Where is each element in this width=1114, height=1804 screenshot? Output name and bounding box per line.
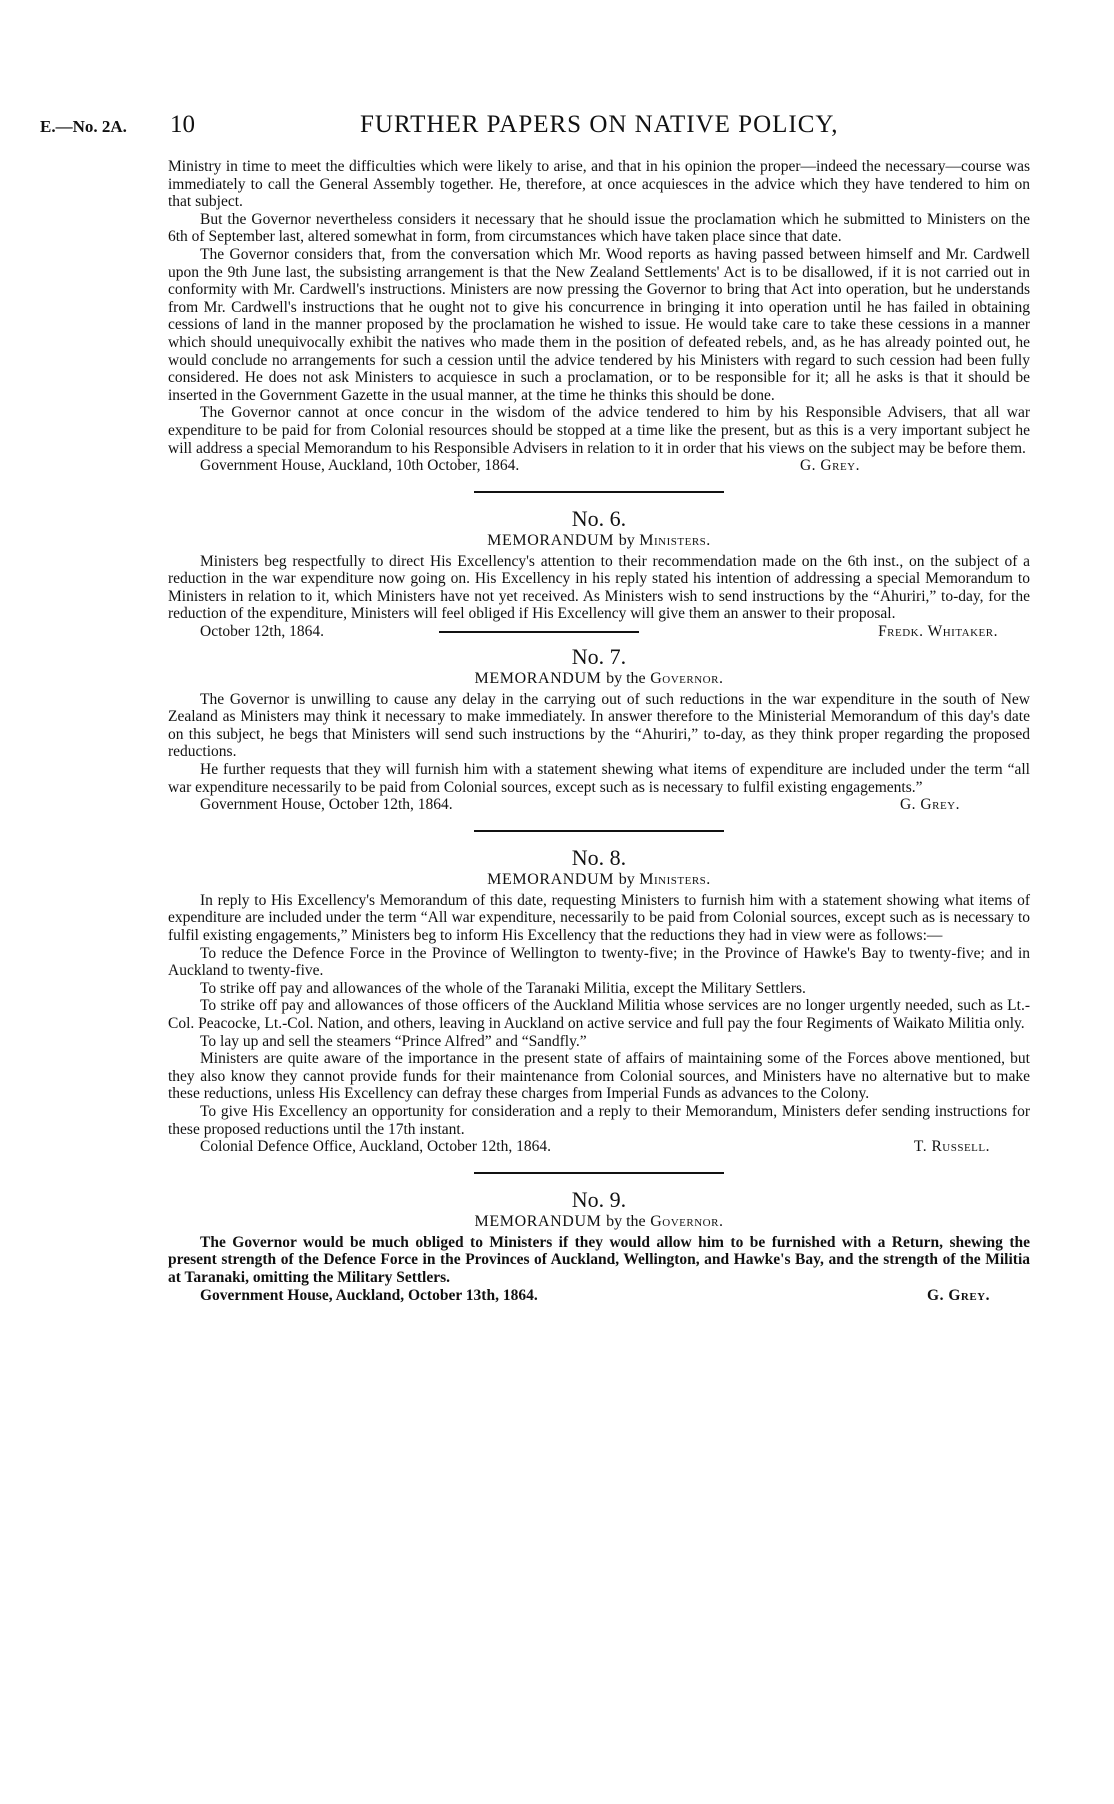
memo-continuation — [168, 158, 1030, 475]
memo-author: Ministers. — [639, 531, 711, 549]
memo-title — [168, 870, 1030, 890]
paragraph: The Governor considers that, from the conversation which Mr. Wood reports as having passed between himself and Mr. Cardwell upon the 9th June last, the subsisting arrangement is that the New Zealand Settlements' Act is to be disallowed, if it is not carried out in conformity with Mr. Cardwell's instructions. Ministers are now pressing the Governor to bring that Act into operation, but he understands from Mr. Cardwell's instructions that he ought not to give his concurrence in bringing it into operation until he has failed in obtaining cessions of land in the manner proposed by the proclamation he wished to issue. He would take care to take these cessions in a manner which should unequivocally exhibit the natives who made them in the position of defeated rebels, and, as he has already pointed out, he would conclude no arrangements for such a cession until the advice tendered by his Ministers with regard to such cession had been fully considered. He does not ask Ministers to acquiesce in such a proclamation, or to be responsible for it; all he asks is that it should be inserted in the Government Gazette in the usual manner, at the time he thinks this should be done. — [168, 245, 1030, 404]
memo-heading: MEMORANDUM — [487, 870, 615, 888]
paragraph: Ministry in time to meet the difficulties which were likely to arise, and that in his opinion the proper—indeed the necessary—course was immediately to call the General Assembly together. He, therefore, at once acquiesces in the advice which they have tendered to him on that subject. — [168, 158, 1030, 211]
section-divider — [474, 830, 724, 832]
signature-name: G. Grey. — [799, 457, 860, 475]
memo-by: by the — [606, 1212, 646, 1230]
memo-heading: MEMORANDUM — [474, 1212, 602, 1230]
signature-name: G. Grey. — [899, 796, 960, 814]
memo-title — [168, 531, 1030, 551]
signature-name: Fredk. Whitaker. — [878, 623, 998, 641]
page-body — [168, 158, 1030, 1304]
paragraph: Ministers are quite aware of the importance in the present state of affairs of maintaining some of the Forces above mentioned, but they also know they cannot provide funds for their maintenance from Colonial sources, and Ministers have no alternative but to make these reductions, unless His Excellency can defray these charges from Imperial Funds as advances to the Colony. — [168, 1050, 1030, 1103]
signature-line — [168, 623, 1030, 641]
paragraph: To reduce the Defence Force in the Province of Wellington to twenty-five; in the Province of Hawke's Bay to twenty-five; and in Auckland to twenty-five. — [168, 944, 1030, 980]
paragraph: The Governor cannot at once concur in the wisdom of the advice tendered to him by his Responsible Advisers, that all war expenditure to be paid for from Colonial resources should be stopped at a time like the present, but as this is a very important subject he will address a special Memorandum to his Responsible Advisers in relation to it in order that his views on the subject may be before them. — [168, 404, 1030, 457]
section-divider — [439, 631, 639, 633]
signature-place-date: Government House, October 12th, 1864. — [200, 796, 453, 814]
paragraph: The Governor is unwilling to cause any delay in the carrying out of such reductions in the war expenditure in the south of New Zealand as Ministers may think it necessary to make immediately. In answer therefore to the Ministerial Memorandum of this day's date on this subject, he begs that Ministers will send such instructions by the “Ahuriri,” to-day, as they think proper regarding the proposed reductions. — [168, 690, 1030, 761]
memo-by: by — [618, 870, 635, 888]
running-title: FURTHER PAPERS ON NATIVE POLICY, — [360, 111, 839, 138]
memorandum-9 — [168, 1188, 1030, 1304]
paragraph: The Governor would be much obliged to Ministers if they would allow him to be furnished with a Return, shewing the present strength of the Defence Force in the Provinces of Auckland, Wellington, and Hawke's Bay, and the strength of the Militia at Taranaki, omitting the Military Settlers. — [168, 1233, 1030, 1286]
signature-name: T. Russell. — [913, 1138, 990, 1156]
signature-place-date: October 12th, 1864. — [200, 623, 324, 641]
page-header — [40, 111, 1050, 143]
signature-line — [168, 1138, 1030, 1156]
paragraph: To strike off pay and allowances of those officers of the Auckland Militia whose services are no longer urgently needed, such as Lt.-Col. Peacocke, Lt.-Col. Nation, and others, leaving in Auckland on active service and full pay the four Regiments of Waikato Militia only. — [168, 997, 1030, 1032]
document-reference: E.—No. 2A. — [40, 117, 127, 136]
paragraph: To give His Excellency an opportunity for consideration and a reply to their Memorandum, Ministers defer sending instructions for these proposed reductions until the 17th instant. — [168, 1102, 1030, 1138]
signature-place-date: Government House, Auckland, October 13th, 1864. — [200, 1286, 538, 1304]
section-divider — [474, 491, 724, 493]
paragraph: He further requests that they will furnish him with a statement shewing what items of expenditure are included under the term “all war expenditure necessarily to be paid from Colonial sources, except such as is necessary to fulfil existing engagements.” — [168, 761, 1030, 796]
memo-number: No. 9. — [571, 1186, 627, 1212]
paragraph: But the Governor nevertheless considers it necessary that he should issue the proclamation which he submitted to Ministers on the 6th of September last, altered somewhat in form, from circumstances which have taken place since that date. — [168, 210, 1030, 246]
paragraph: To strike off pay and allowances of the whole of the Taranaki Militia, except the Military Settlers. — [200, 979, 806, 997]
signature-line — [168, 457, 1030, 475]
memo-author: Governor. — [650, 669, 724, 687]
memorandum-8 — [168, 846, 1030, 1156]
memo-number: No. 8. — [571, 844, 627, 870]
memo-by: by — [618, 531, 635, 549]
memo-by: by the — [606, 669, 646, 687]
signature-line — [168, 1287, 1030, 1305]
memo-title — [168, 669, 1030, 689]
signature-name: G. Grey. — [927, 1286, 990, 1304]
paragraph: In reply to His Excellency's Memorandum of this date, requesting Ministers to furnish him with a statement showing what items of expenditure are included under the term “All war expenditure, necessarily to be paid from Colonial sources, except such as is necessary to fulfil existing engagements,” Ministers beg to inform His Excellency that the reductions they had in view were as follows:— — [168, 891, 1030, 944]
memo-number: No. 7. — [571, 643, 627, 669]
memo-author: Governor. — [650, 1212, 724, 1230]
section-divider — [474, 1172, 724, 1174]
memo-author: Ministers. — [639, 870, 711, 888]
memorandum-6 — [168, 507, 1030, 641]
page-number: 10 — [170, 111, 195, 138]
memo-title — [168, 1212, 1030, 1232]
paragraph: Ministers beg respectfully to direct His Excellency's attention to their recommendation made on the 6th inst., on the subject of a reduction in the war expenditure now going on. His Excellency in his reply stated his intention of addressing a special Memorandum to Ministers in relation to it, which Ministers have not yet received. As Ministers wish to send instructions by the “Ahuriri,” to-day, for the reduction of the expenditure, Ministers will feel obliged if His Excellency will give them an answer to their proposal. — [168, 552, 1030, 623]
memo-heading: MEMORANDUM — [487, 531, 615, 549]
signature-line — [168, 796, 1030, 814]
memorandum-7 — [168, 645, 1030, 814]
paragraph: To lay up and sell the steamers “Prince Alfred” and “Sandfly.” — [200, 1032, 587, 1050]
memo-number: No. 6. — [571, 505, 627, 531]
memo-heading: MEMORANDUM — [474, 669, 602, 687]
signature-place-date: Government House, Auckland, 10th October, 1864. — [200, 457, 520, 475]
signature-place-date: Colonial Defence Office, Auckland, October 12th, 1864. — [200, 1138, 551, 1156]
